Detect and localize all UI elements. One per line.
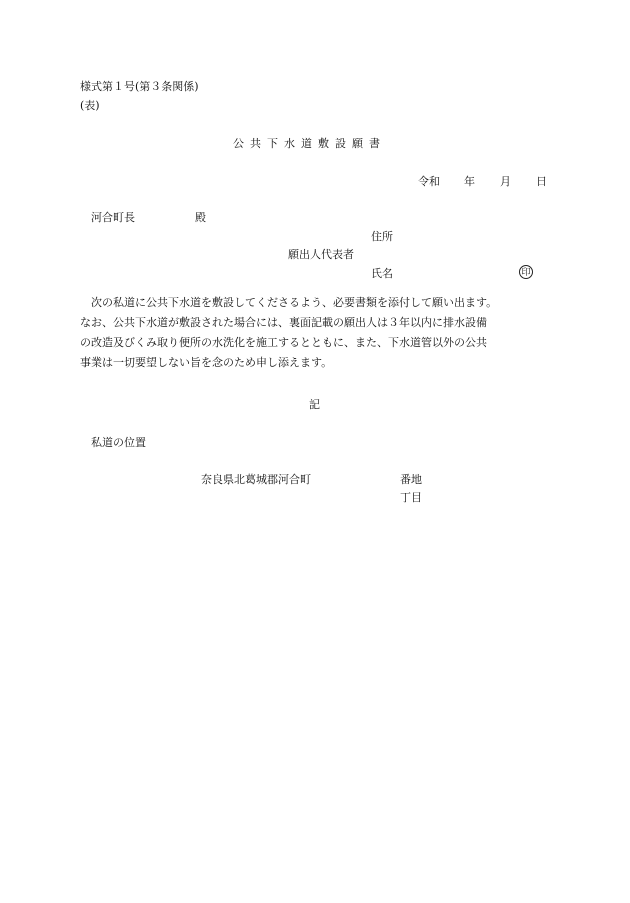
- applicant-name-label: 氏名: [371, 267, 393, 280]
- location-banchi: 番地: [400, 473, 422, 486]
- paragraph-line: なお、公共下水道が敷設された場合には、裏面記載の願出人は３年以内に排水設備: [80, 316, 487, 329]
- date-day: 日: [536, 175, 547, 188]
- applicant-address-label: 住所: [371, 230, 393, 243]
- applicant-representative-label: 願出人代表者: [288, 248, 354, 261]
- note-heading: 記: [309, 398, 320, 411]
- paragraph-line: 事業は一切要望しない旨を念のため申し添えます。: [80, 356, 333, 369]
- location-chome: 丁目: [400, 491, 422, 504]
- paragraph-line: の改造及びくみ取り便所の水洗化を施工するとともに、また、下水道管以外の公共: [80, 336, 487, 349]
- form-side-label: (表): [80, 99, 100, 112]
- document-title: 公共下水道敷設願書: [233, 137, 386, 150]
- seal-mark: 印: [519, 265, 533, 279]
- location-town: 奈良県北葛城郡河合町: [201, 473, 311, 486]
- request-paragraph: [80, 293, 560, 373]
- addressee-name: 河合町長: [91, 211, 135, 224]
- date-year: 年: [464, 175, 475, 188]
- date-era: 令和: [418, 175, 440, 188]
- date-month: 月: [500, 175, 511, 188]
- form-number: 様式第１号(第３条関係): [80, 80, 199, 93]
- location-label: 私道の位置: [91, 436, 146, 449]
- paragraph-line: 次の私道に公共下水道を敷設してくださるよう、必要書類を添付して願い出ます。: [80, 296, 498, 309]
- addressee-honorific: 殿: [195, 211, 206, 224]
